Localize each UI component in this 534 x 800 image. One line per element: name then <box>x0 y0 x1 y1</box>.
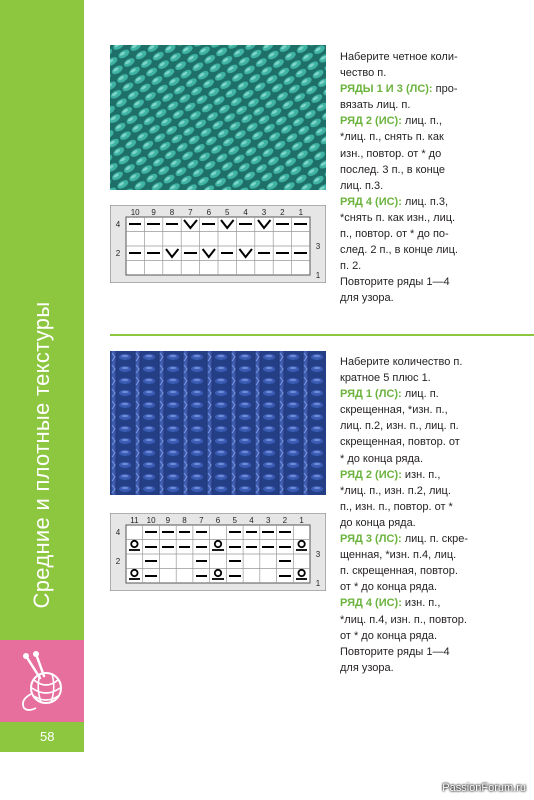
chart1-col-10: 10 <box>130 208 140 217</box>
chart1-row-3: 3 <box>315 242 321 251</box>
chart1-row-2: 2 <box>115 249 121 258</box>
p1-line: след. 2 п., в конце лиц. <box>340 244 458 257</box>
chart1-col-2: 2 <box>280 208 285 217</box>
p1-line: *снять п. как изн., лиц. <box>340 211 456 224</box>
chart2-col-3: 3 <box>265 516 271 525</box>
chart1-row-1: 1 <box>315 271 321 280</box>
p2-line: Наберите количество п. <box>340 356 463 368</box>
p2-line: лиц. п.2, изн. п., лиц. п. <box>340 420 459 433</box>
p1-line: п. 2. <box>340 260 362 273</box>
p2-line: кратное 5 плюс 1. <box>340 372 431 385</box>
chart1-col-1: 1 <box>298 208 304 217</box>
chart1-row-4: 4 <box>115 220 121 229</box>
p2-line: *лиц. п.4, изн. п., повтор. <box>340 613 467 626</box>
page-number: 58 <box>40 729 55 744</box>
p1-row4: РЯД 4 (ИС): лиц. п.3, <box>340 195 449 208</box>
sidebar-title-box <box>0 0 84 640</box>
sidebar-pink-band <box>0 640 84 722</box>
chart2-col-6: 6 <box>215 516 221 525</box>
p1-line: *лиц. п., снять п. как <box>340 131 444 144</box>
p2-line: п. скрещенная, повтор. <box>340 565 458 578</box>
chart1-col-8: 8 <box>169 208 175 217</box>
p2-line: для узора. <box>340 661 394 674</box>
p1-line: вязать лиц. п. <box>340 99 411 112</box>
watermark: PassionForum.ru <box>442 782 526 794</box>
p1-line: п., повтор. от * до по- <box>340 228 449 241</box>
pattern2-swatch <box>110 351 326 495</box>
chart1-col-6: 6 <box>206 208 212 217</box>
yarn-ball-icon <box>14 650 70 712</box>
p2-line: до конца ряда. <box>340 516 416 529</box>
chart1-col-7: 7 <box>188 208 193 217</box>
p1-line: Повторите ряды 1—4 <box>340 276 450 289</box>
chart2-col-5: 5 <box>232 516 237 525</box>
p1-row1-3: РЯДЫ 1 И 3 (ЛС): про- <box>340 83 458 96</box>
p2-line: от * до конца ряда. <box>340 629 438 642</box>
section-title: Средние и плотные текстуры <box>29 301 54 609</box>
p2-line: скрещенная, повтор. от <box>340 436 460 449</box>
page-number-band <box>0 722 84 752</box>
section-divider <box>110 334 534 336</box>
pattern2-instructions <box>340 354 530 676</box>
p2-line: * до конца ряда. <box>340 452 424 465</box>
chart2-col-4: 4 <box>249 516 254 525</box>
p1-line: для узора. <box>340 292 394 305</box>
pattern1-chart <box>110 205 326 283</box>
chart2-row-4: 4 <box>115 528 121 537</box>
p2-row4: РЯД 4 (ИС): изн. п., <box>340 597 441 610</box>
chart1-col-3: 3 <box>261 208 267 217</box>
p2-row2: РЯД 2 (ИС): изн. п., <box>340 468 441 481</box>
chart2-col-7: 7 <box>199 516 204 525</box>
chart2-row-3: 3 <box>315 550 321 559</box>
p2-line: п., изн. п., повтор. от * <box>340 500 453 513</box>
p2-line: Повторите ряды 1—4 <box>340 645 450 658</box>
p1-line: чество п. <box>340 67 387 80</box>
pattern1-instructions <box>340 49 530 307</box>
p1-line: лиц. п.3. <box>340 179 384 192</box>
chart2-col-11: 11 <box>130 516 139 525</box>
chart1-col-4: 4 <box>243 208 248 217</box>
chart2-row-2: 2 <box>115 557 121 566</box>
chart2-col-9: 9 <box>165 516 171 525</box>
chart2-col-1: 1 <box>299 516 304 525</box>
p2-line: от * до конца ряда. <box>340 581 438 594</box>
pattern1-swatch <box>110 45 326 190</box>
chart2-col-10: 10 <box>146 516 156 525</box>
p1-line: послед. 3 п., в конце <box>340 163 446 176</box>
p2-line: *лиц. п., изн. п.2, лиц. <box>340 484 451 497</box>
p2-row1: РЯД 1 (ЛС): лиц. п. <box>340 388 439 401</box>
chart2-row-1: 1 <box>315 579 321 588</box>
p2-line: скрещенная, *изн. п., <box>340 404 448 417</box>
chart2-col-2: 2 <box>282 516 288 525</box>
chart1-col-5: 5 <box>224 208 230 217</box>
pattern2-chart <box>110 513 326 591</box>
p2-row3: РЯД 3 (ЛС): лиц. п. скре- <box>340 533 468 546</box>
chart2-col-8: 8 <box>182 516 187 525</box>
p1-line: Наберите четное коли- <box>340 51 458 63</box>
p1-line: изн., повтор. от * до <box>340 147 442 160</box>
chart1-col-9: 9 <box>151 208 156 217</box>
p1-row2: РЯД 2 (ИС): лиц. п., <box>340 115 442 128</box>
p2-line: щенная, *изн. п.4, лиц. <box>340 549 457 562</box>
